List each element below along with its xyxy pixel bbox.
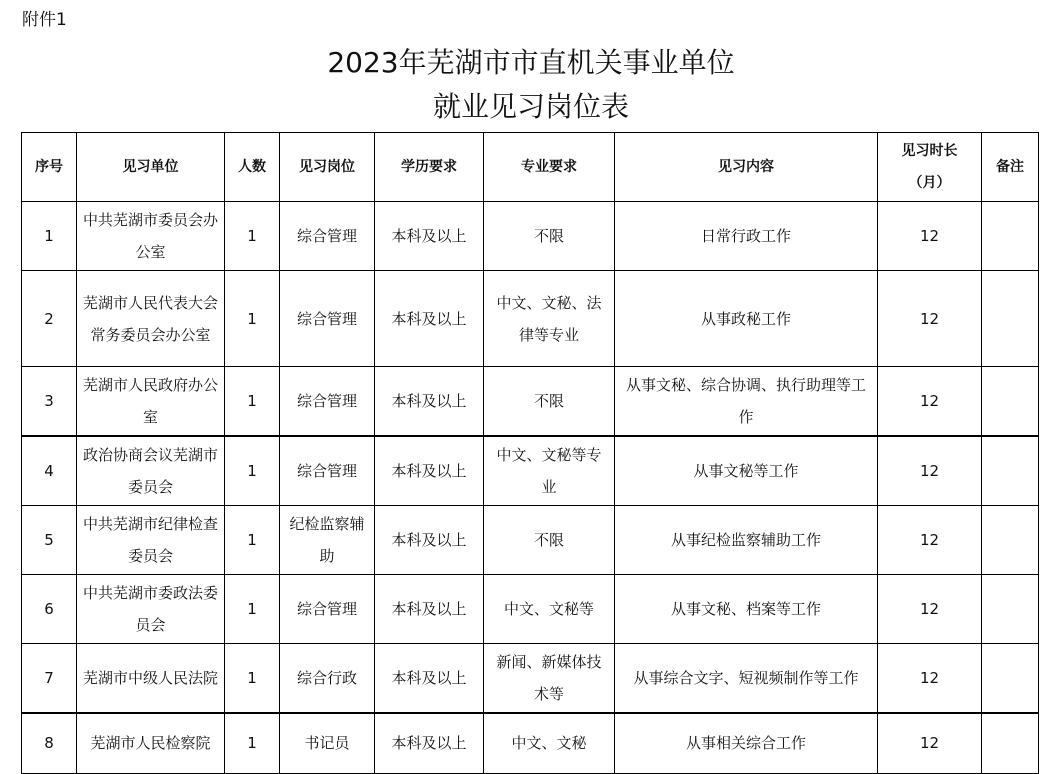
cell-post: 综合管理 <box>280 367 375 437</box>
cell-duration: 12 <box>878 506 982 575</box>
cell-remark <box>982 506 1039 575</box>
cell-education: 本科及以上 <box>375 644 484 714</box>
cell-count: 1 <box>225 506 280 575</box>
cell-post: 综合管理 <box>280 271 375 367</box>
cell-education: 本科及以上 <box>375 367 484 437</box>
cell-major: 不限 <box>484 506 615 575</box>
cell-education: 本科及以上 <box>375 506 484 575</box>
header-count: 人数 <box>225 133 280 202</box>
header-unit: 见习单位 <box>77 133 225 202</box>
table-row <box>22 575 1039 644</box>
cell-major: 中文、文秘等 <box>484 575 615 644</box>
cell-remark <box>982 271 1039 367</box>
document-subtitle: 就业见习岗位表 <box>432 90 629 123</box>
header-duration-line2: （月） <box>908 175 951 191</box>
table-row <box>22 436 1039 506</box>
cell-remark <box>982 575 1039 644</box>
cell-seq: 7 <box>22 644 77 714</box>
cell-duration: 12 <box>878 367 982 437</box>
cell-education: 本科及以上 <box>375 575 484 644</box>
cell-unit: 芜湖市人民政府办公室 <box>77 367 225 437</box>
cell-seq: 3 <box>22 367 77 437</box>
cell-count: 1 <box>225 713 280 773</box>
cell-duration: 12 <box>878 575 982 644</box>
cell-content: 从事文秘、档案等工作 <box>615 575 878 644</box>
cell-content: 从事相关综合工作 <box>615 713 878 773</box>
cell-count: 1 <box>225 271 280 367</box>
cell-remark <box>982 202 1039 271</box>
header-seq: 序号 <box>22 133 77 202</box>
table-row <box>22 506 1039 575</box>
table-header-row <box>22 133 1039 202</box>
internship-table <box>21 132 1039 774</box>
cell-seq: 1 <box>22 202 77 271</box>
cell-remark <box>982 367 1039 437</box>
cell-remark <box>982 644 1039 714</box>
cell-unit: 中共芜湖市委员会办公室 <box>77 202 225 271</box>
cell-major: 中文、文秘 <box>484 713 615 773</box>
cell-unit: 中共芜湖市委政法委员会 <box>77 575 225 644</box>
cell-unit: 政治协商会议芜湖市委员会 <box>77 436 225 506</box>
cell-unit: 芜湖市人民代表大会常务委员会办公室 <box>77 271 225 367</box>
cell-seq: 5 <box>22 506 77 575</box>
cell-post: 纪检监察辅助 <box>280 506 375 575</box>
attachment-label: 附件1 <box>22 10 67 30</box>
cell-count: 1 <box>225 367 280 437</box>
table-row <box>22 713 1039 773</box>
cell-post: 书记员 <box>280 713 375 773</box>
cell-unit: 中共芜湖市纪律检查委员会 <box>77 506 225 575</box>
cell-major: 新闻、新媒体技术等 <box>484 644 615 714</box>
cell-duration: 12 <box>878 436 982 506</box>
cell-seq: 4 <box>22 436 77 506</box>
cell-education: 本科及以上 <box>375 271 484 367</box>
cell-post: 综合行政 <box>280 644 375 714</box>
cell-duration: 12 <box>878 202 982 271</box>
header-content: 见习内容 <box>615 133 878 202</box>
cell-content: 日常行政工作 <box>615 202 878 271</box>
cell-seq: 6 <box>22 575 77 644</box>
cell-content: 从事纪检监察辅助工作 <box>615 506 878 575</box>
cell-post: 综合管理 <box>280 436 375 506</box>
cell-count: 1 <box>225 644 280 714</box>
table-row <box>22 271 1039 367</box>
cell-remark <box>982 713 1039 773</box>
cell-unit: 芜湖市人民检察院 <box>77 713 225 773</box>
document-title: 2023年芜湖市市直机关事业单位 <box>327 46 735 79</box>
cell-seq: 8 <box>22 713 77 773</box>
cell-count: 1 <box>225 202 280 271</box>
cell-content: 从事综合文字、短视频制作等工作 <box>615 644 878 714</box>
header-education: 学历要求 <box>375 133 484 202</box>
table-row <box>22 202 1039 271</box>
cell-duration: 12 <box>878 644 982 714</box>
cell-duration: 12 <box>878 271 982 367</box>
cell-major: 不限 <box>484 367 615 437</box>
cell-remark <box>982 436 1039 506</box>
cell-content: 从事文秘、综合协调、执行助理等工作 <box>615 367 878 437</box>
cell-post: 综合管理 <box>280 202 375 271</box>
cell-major: 中文、文秘等专业 <box>484 436 615 506</box>
header-duration <box>878 133 982 202</box>
header-remark: 备注 <box>982 133 1039 202</box>
cell-count: 1 <box>225 575 280 644</box>
cell-content: 从事文秘等工作 <box>615 436 878 506</box>
cell-duration: 12 <box>878 713 982 773</box>
cell-education: 本科及以上 <box>375 713 484 773</box>
cell-major: 中文、文秘、法律等专业 <box>484 271 615 367</box>
cell-major: 不限 <box>484 202 615 271</box>
header-post: 见习岗位 <box>280 133 375 202</box>
header-duration-line1: 见习时长 <box>901 143 958 159</box>
cell-education: 本科及以上 <box>375 436 484 506</box>
cell-count: 1 <box>225 436 280 506</box>
cell-education: 本科及以上 <box>375 202 484 271</box>
cell-post: 综合管理 <box>280 575 375 644</box>
header-major: 专业要求 <box>484 133 615 202</box>
cell-unit: 芜湖市中级人民法院 <box>77 644 225 714</box>
cell-seq: 2 <box>22 271 77 367</box>
table-row <box>22 367 1039 437</box>
table-row <box>22 644 1039 714</box>
cell-content: 从事政秘工作 <box>615 271 878 367</box>
